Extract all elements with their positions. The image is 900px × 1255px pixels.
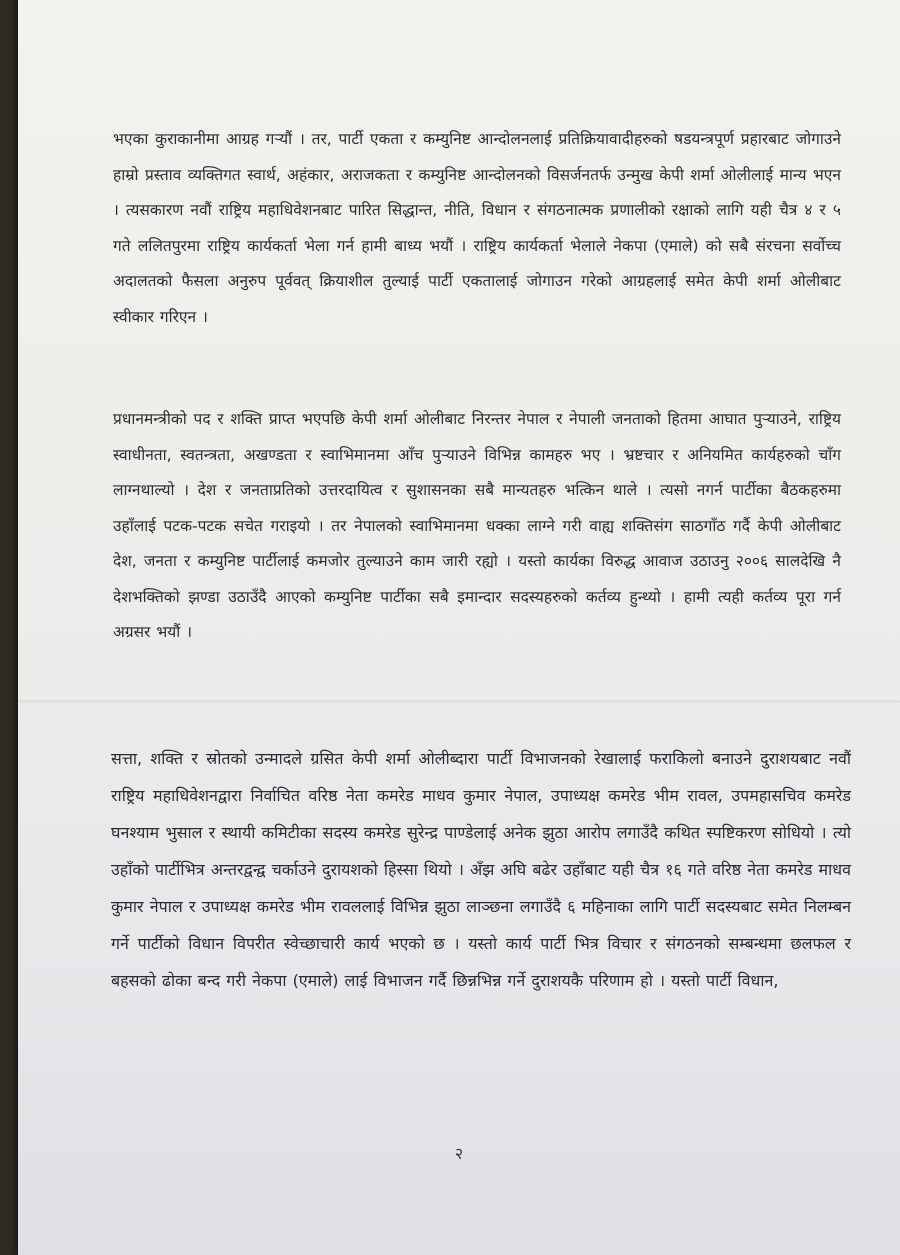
document-page (18, 0, 900, 1255)
paragraph-3: सत्ता, शक्ति र स्रोतको उन्मादले ग्रसित केपी शर्मा ओलीब्दारा पार्टी विभाजनको रेखालाई फराकिलो बनाउने दुराशयबाट नवौं राष्ट्रिय महाधिवेशनद्वारा निर्वाचित वरिष्ठ नेता कमरेड माधव कुमार नेपाल, उपाध्यक्ष कमरेड भीम रावल, उपमहासचिव कमरेड घनश्याम भुसाल र स्थायी कमिटीका सदस्य कमरेड सुरेन्द्र पाण्डेलाई अनेक झुठा आरोप लगाउँदै कथित स्पष्टिकरण सोधियो । त्यो उहाँको पार्टीभित्र अन्तरद्वन्द्व चर्काउने दुरायशको हिस्सा थियो । अँझ अघि बढेर उहाँबाट यही चैत्र १६ गते वरिष्ठ नेता कमरेड माधव कुमार नेपाल र उपाध्यक्ष कमरेड भीम रावललाई विभिन्न झुठा लाञ्छना लगाउँदै ६ महिनाका लागि पार्टी सदस्यबाट समेत निलम्बन गर्ने पार्टीको विधान विपरीत स्वेच्छाचारी कार्य भएको छ । यस्तो कार्य पार्टी भित्र विचार र संगठनको सम्बन्धमा छलफल र बहसको ढोका बन्द गरी नेकपा (एमाले) लाई विभाजन गर्दै छिन्नभिन्न गर्ने दुराशयकै परिणाम हो । यस्तो पार्टी विधान, (111, 749, 851, 990)
paragraph-2: प्रधानमन्त्रीको पद र शक्ति प्राप्त भएपछि केपी शर्मा ओलीबाट निरन्तर नेपाल र नेपाली जनताको हितमा आघात पुऱ्याउने, राष्ट्रिय स्वाधीनता, स्वतन्त्रता, अखण्डता र स्वाभिमानमा आँच पुऱ्याउने विभिन्न कामहरु भए । भ्रष्टचार र अनियमित कार्यहरुको चाँग लाग्नथाल्यो । देश र जनताप्रतिको उत्तरदायित्व र सुशासनका सबै मान्यतहरु भत्किन थाले । त्यसो नगर्न पार्टीका बैठकहरुमा उहाँलाई पटक-पटक सचेत गराइयो । तर नेपालको स्वाभिमानमा धक्का लाग्ने गरी वाह्य शक्तिसंग साठगाँठ गर्दै केपी ओलीबाट देश, जनता र कम्युनिष्ट पार्टीलाई कमजोर तुल्याउने काम जारी रह्यो । यस्तो कार्यका विरुद्ध आवाज उठाउनु २००६ सालदेखि नै देशभक्तिको झण्डा उठाउँदै आएको कम्युनिष्ट पार्टीका सबै इमान्दार सदस्यहरुको कर्तव्य हुन्थ्यो । हामी त्यही कर्तव्य पूरा गर्न अग्रसर भयौं । (113, 410, 841, 641)
paragraph-1: भएका कुराकानीमा आग्रह गऱ्यौं । तर, पार्टी एकता र कम्युनिष्ट आन्दोलनलाई प्रतिक्रियावादीहरुको षडयन्त्रपूर्ण प्रहारबाट जोगाउने हाम्रो प्रस्ताव व्यक्तिगत स्वार्थ, अहंकार, अराजकता र कम्युनिष्ट आन्दोलनको विसर्जनतर्फ उन्मुख केपी शर्मा ओलीलाई मान्य भएन । त्यसकारण नवौं राष्ट्रिय महाधिवेशनबाट पारित सिद्धान्त, नीति, विधान र संगठनात्मक प्रणालीको रक्षाको लागि यही चैत्र ४ र ५ गते ललितपुरमा राष्ट्रिय कार्यकर्ता भेला गर्न हामी बाध्य भयौं । राष्ट्रिय कार्यकर्ता भेलाले नेकपा (एमाले) को सबै संरचना सर्वोच्च अदालतको फैसला अनुरुप पूर्ववत् क्रियाशील तुल्याई पार्टी एकतालाई जोगाउन गरेको आग्रहलाई समेत केपी शर्मा ओलीबाट स्वीकार गरिएन । (113, 130, 841, 326)
page-number: २ (454, 1144, 464, 1163)
